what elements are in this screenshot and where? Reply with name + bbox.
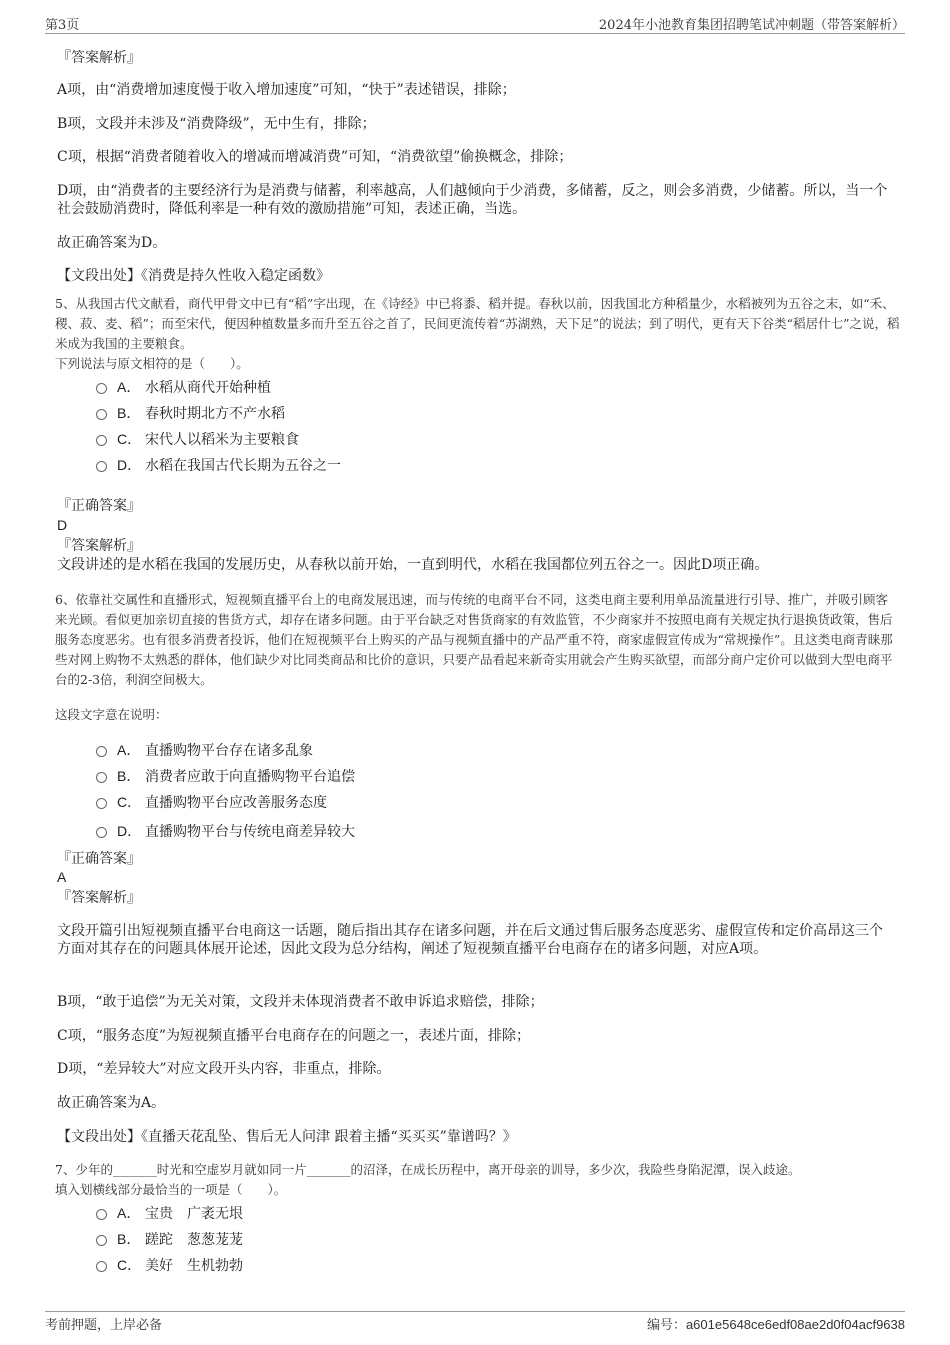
q5-prompt: 下列说法与原文相符的是（ ）。 [55,356,249,371]
q6-answer: A [57,869,67,885]
q6-answer-label: 『正确答案』 [57,851,141,867]
q7-option-b[interactable]: B． 蹉跎 葱葱茏茏 [96,1230,243,1249]
page-number: 第3页 [45,18,80,33]
q6-option-d[interactable]: D． 直播购物平台与传统电商差异较大 [96,822,355,841]
footer-divider [45,1311,905,1312]
q7-stem: 7、少年的_______时光和空虚岁月就如同一片_______的沼泽，在成长历程中，离开母亲的训导，多少次，我险些身陷泥潭，误入歧途。 [55,1162,801,1177]
q5-analysis: 文段讲述的是水稻在我国的发展历史，从春秋以前开始，一直到明代，水稻在我国都位列五谷之一。因此D项正确。 [57,557,769,573]
radio-icon[interactable] [96,746,107,757]
q5-analysis-label: 『答案解析』 [57,538,141,554]
q6-conclusion: 故正确答案为A。 [57,1095,166,1111]
radio-icon[interactable] [96,1235,107,1246]
radio-icon[interactable] [96,435,107,446]
q6-stem: 6、依靠社交属性和直播形式，短视频直播平台上的电商发展迅速，而与传统的电商平台不同，这类电商主要利用单品流量进行引导、推广，并吸引顾客来光顾。看似更加亲切直接的售货方式，却存在诸多问题。由于平台缺乏对售货商家的有效监管，不少商家并不按照电商有关规定执行退换货政策，售后服务态度恶劣。也有很多消费者投诉，他们在短视频平台上购买的产品与视频直播中的产品严重不符，商家虚假宣传成为“常规操作”。且这类电商青睐那些对网上购物不太熟悉的群体，他们缺少对比同类商品和比价的意识，只要产品看起来新奇实用就会产生购买欲望，而部分商户定价可以做到大型电商平台的2-3倍，利润空间极大。 [55,592,893,687]
q4-analysis-label: 『答案解析』 [57,50,141,66]
radio-icon[interactable] [96,383,107,394]
q5-option-d[interactable]: D． 水稻在我国古代长期为五谷之一 [96,456,341,475]
q4-analysis-line: D项，由“消费者的主要经济行为是消费与储蓄，利率越高，人们越倾向于少消费，多储蓄，反之，则会多消费，少储蓄。所以，当一个社会鼓励消费时，降低利率是一种有效的激励措施”可知，表述正确，当选。 [57,183,888,217]
header-divider [45,33,905,34]
radio-icon[interactable] [96,1209,107,1220]
q5-option-b[interactable]: B． 春秋时期北方不产水稻 [96,404,285,423]
document-code: 编号：a601e5648ce6edf08ae2d0f04acf9638 [646,1317,905,1332]
q7-option-c[interactable]: C． 美好 生机勃勃 [96,1256,243,1275]
q4-analysis-line: B项，文段并未涉及“消费降级”，无中生有，排除； [57,116,376,132]
radio-icon[interactable] [96,409,107,420]
q6-option-a[interactable]: A． 直播购物平台存在诸多乱象 [96,741,313,760]
q4-source: 【文段出处】《消费是持久性收入稳定函数》 [57,268,330,284]
q6-analysis-line: B项，“敢于追偿”为无关对策，文段并未体现消费者不敢申诉追求赔偿，排除； [57,994,544,1010]
q5-answer-label: 『正确答案』 [57,498,141,514]
radio-icon[interactable] [96,461,107,472]
q7-prompt: 填入划横线部分最恰当的一项是（ ）。 [55,1182,287,1197]
q6-analysis-main: 文段开篇引出短视频直播平台电商这一话题，随后指出其存在诸多问题，并在后文通过售后服务态度恶劣、虚假宣传和定价高昂这三个方面对其存在的问题具体展开论述，因此文段为总分结构，阐述了短视频直播平台电商存在的诸多问题，对应A项。 [57,923,883,957]
q7-option-a[interactable]: A． 宝贵 广袤无垠 [96,1204,243,1223]
q4-conclusion: 故正确答案为D。 [57,235,167,251]
radio-icon[interactable] [96,827,107,838]
radio-icon[interactable] [96,772,107,783]
radio-icon[interactable] [96,1261,107,1272]
q6-analysis-line: C项，“服务态度”为短视频直播平台电商存在的问题之一，表述片面，排除； [57,1028,531,1044]
radio-icon[interactable] [96,798,107,809]
q6-analysis-label: 『答案解析』 [57,890,141,906]
q6-option-b[interactable]: B． 消费者应敢于向直播购物平台追偿 [96,767,355,786]
footer-slogan: 考前押题，上岸必备 [45,1318,163,1333]
q6-source: 【文段出处】《直播天花乱坠、售后无人问津 跟着主播“买买买”靠谱吗？》 [57,1129,517,1145]
q5-option-a[interactable]: A． 水稻从商代开始种植 [96,378,271,397]
q4-analysis-line: A项，由“消费增加速度慢于收入增加速度”可知，“快于”表述错误，排除； [57,82,516,98]
page-header [45,14,905,34]
q6-analysis-line: D项，“差异较大”对应文段开头内容，非重点，排除。 [57,1061,391,1077]
q4-analysis-line: C项，根据“消费者随着收入的增减而增减消费”可知，“消费欲望”偷换概念，排除； [57,149,573,165]
q5-answer: D [57,517,68,533]
document-title: 2024年小池教育集团招聘笔试冲刺题（带答案解析） [598,18,905,33]
q6-prompt: 这段文字意在说明： [55,707,168,722]
q5-option-c[interactable]: C． 宋代人以稻米为主要粮食 [96,430,299,449]
q6-option-c[interactable]: C． 直播购物平台应改善服务态度 [96,793,327,812]
q5-stem: 5、从我国古代文献看，商代甲骨文中已有“稻”字出现，在《诗经》中已将黍、稻并提。春秋以前，因我国北方种稻量少，水稻被列为五谷之末，如“禾、稷、菽、麦、稻”；而至宋代，便因种植数量多而升至五谷之首了，民间更流传着“苏湖熟，天下足”的说法；到了明代，更有天下谷类“稻居什七”之说，稻米成为我国的主要粮食。 [55,296,900,351]
